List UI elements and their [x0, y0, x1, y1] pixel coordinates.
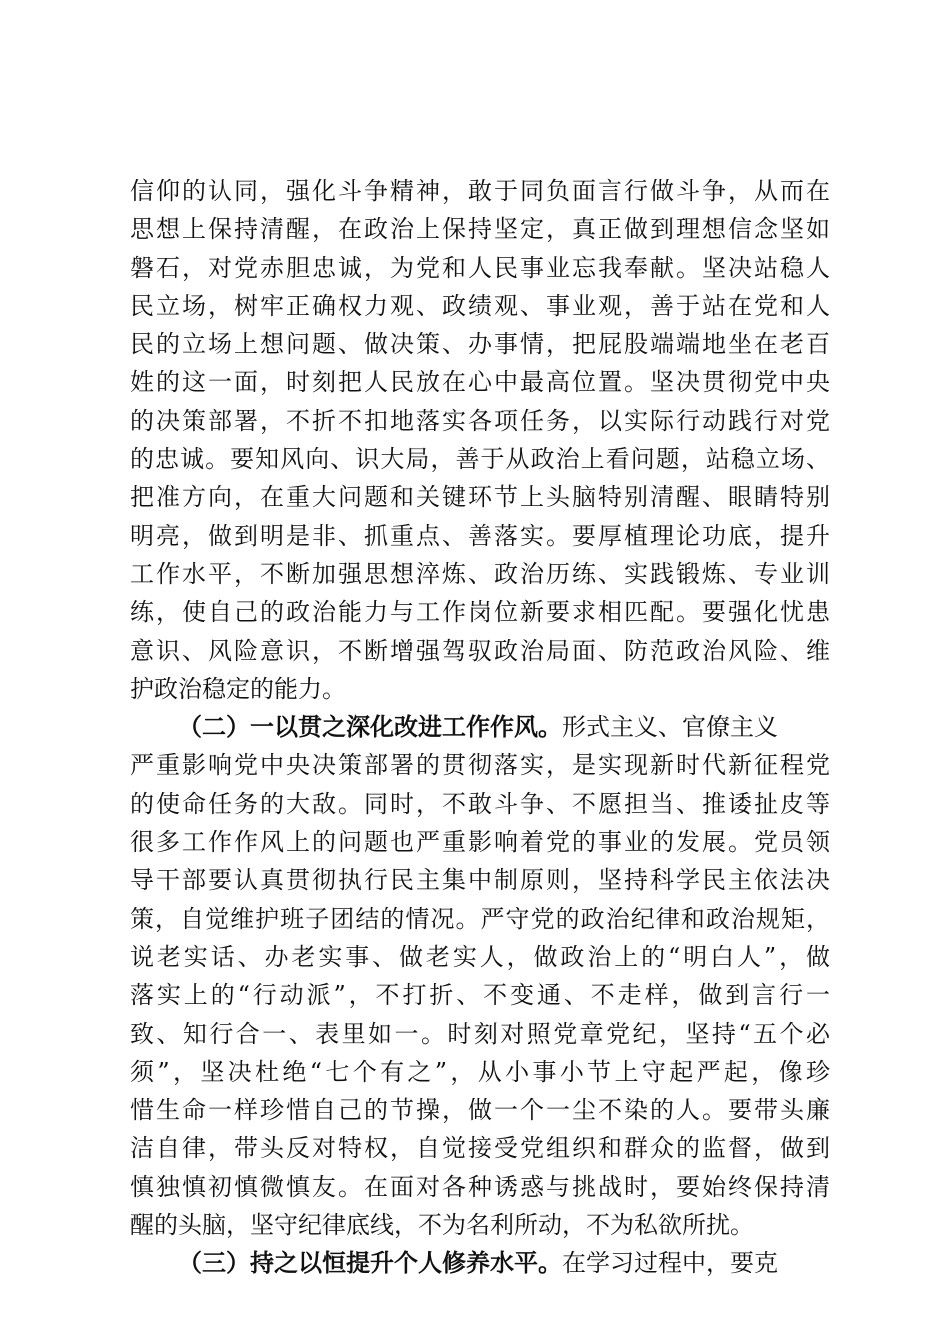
paragraph-line: 的决策部署，不折不扣地落实各项任务，以实际行动践行对党	[130, 406, 830, 435]
paragraph-line: 思想上保持清醒，在政治上保持坚定，真正做到理想信念坚如	[130, 215, 830, 244]
paragraph-line: 意识、风险意识，不断增强驾驭政治局面、防范政治风险、维	[130, 636, 830, 665]
paragraph-line: 策，自觉维护班子团结的情况。严守党的政治纪律和政治规矩，	[130, 904, 830, 933]
paragraph-2	[130, 708, 830, 1244]
paragraph-line: 工作水平，不断加强思想淬炼、政治历练、实践锻炼、专业训	[130, 559, 830, 588]
paragraph-line: 的忠诚。要知风向、识大局，善于从政治上看问题，站稳立场、	[130, 445, 830, 474]
paragraph-1	[130, 172, 830, 708]
paragraph-line: 的使命任务的大敌。同时，不敢斗争、不愿担当、推诿扯皮等	[130, 789, 830, 818]
paragraph-line: 民的立场上想问题、做决策、办事情，把屁股端端地坐在老百	[130, 330, 830, 359]
section-heading-3: （三）持之以恒提升个人修养水平。	[178, 1248, 562, 1278]
paragraph-line: 磐石，对党赤胆忠诚，为党和人民事业忘我奉献。坚决站稳人	[130, 253, 830, 282]
paragraph-text: 形式主义、官僚主义	[562, 713, 778, 742]
paragraph-line: 信仰的认同，强化斗争精神，敢于同负面言行做斗争，从而在	[130, 177, 830, 205]
document-page	[130, 172, 830, 1283]
section-heading-2: （二）一以贯之深化改进工作作风。	[178, 712, 562, 742]
paragraph-text: 在学习过程中，要克	[562, 1249, 778, 1278]
paragraph-line: 须”，坚决杜绝“七个有之”，从小事小节上守起严起，像珍	[130, 1057, 830, 1086]
paragraph-line: 致、知行合一、表里如一。时刻对照党章党纪，坚持“五个必	[130, 1019, 830, 1048]
paragraph-line: 慎独慎初慎微慎友。在面对各种诱惑与挑战时，要始终保持清	[130, 1172, 830, 1201]
paragraph-line: 导干部要认真贯彻执行民主集中制原则，坚持科学民主依法决	[130, 866, 830, 895]
paragraph-line: 明亮，做到明是非、抓重点、善落实。要厚植理论功底，提升	[130, 521, 830, 550]
paragraph-line: 说老实话、办老实事、做老实人，做政治上的“明白人”，做	[130, 942, 830, 971]
paragraph-line: 惜生命一样珍惜自己的节操，做一个一尘不染的人。要带头廉	[130, 1096, 830, 1125]
paragraph-line: 姓的这一面，时刻把人民放在心中最高位置。坚决贯彻党中央	[130, 368, 830, 397]
paragraph-line: 很多工作作风上的问题也严重影响着党的事业的发展。党员领	[130, 828, 830, 857]
paragraph-line: 练，使自己的政治能力与工作岗位新要求相匹配。要强化忧患	[130, 598, 830, 627]
paragraph-line: 洁自律，带头反对特权，自觉接受党组织和群众的监督，做到	[130, 1134, 830, 1163]
paragraph-first-line	[130, 1244, 830, 1282]
paragraph-3	[130, 1244, 830, 1282]
paragraph-line: 民立场，树牢正确权力观、政绩观、事业观，善于站在党和人	[130, 291, 830, 320]
paragraph-first-line	[130, 708, 830, 746]
paragraph-line: 护政治稳定的能力。	[130, 674, 346, 703]
paragraph-line: 把准方向，在重大问题和关键环节上头脑特别清醒、眼睛特别	[130, 483, 830, 512]
paragraph-line: 落实上的“行动派”，不打折、不变通、不走样，做到言行一	[130, 981, 830, 1010]
paragraph-line: 严重影响党中央决策部署的贯彻落实，是实现新时代新征程党	[130, 751, 830, 780]
paragraph-line: 醒的头脑，坚守纪律底线，不为名利所动，不为私欲所扰。	[130, 1211, 754, 1240]
